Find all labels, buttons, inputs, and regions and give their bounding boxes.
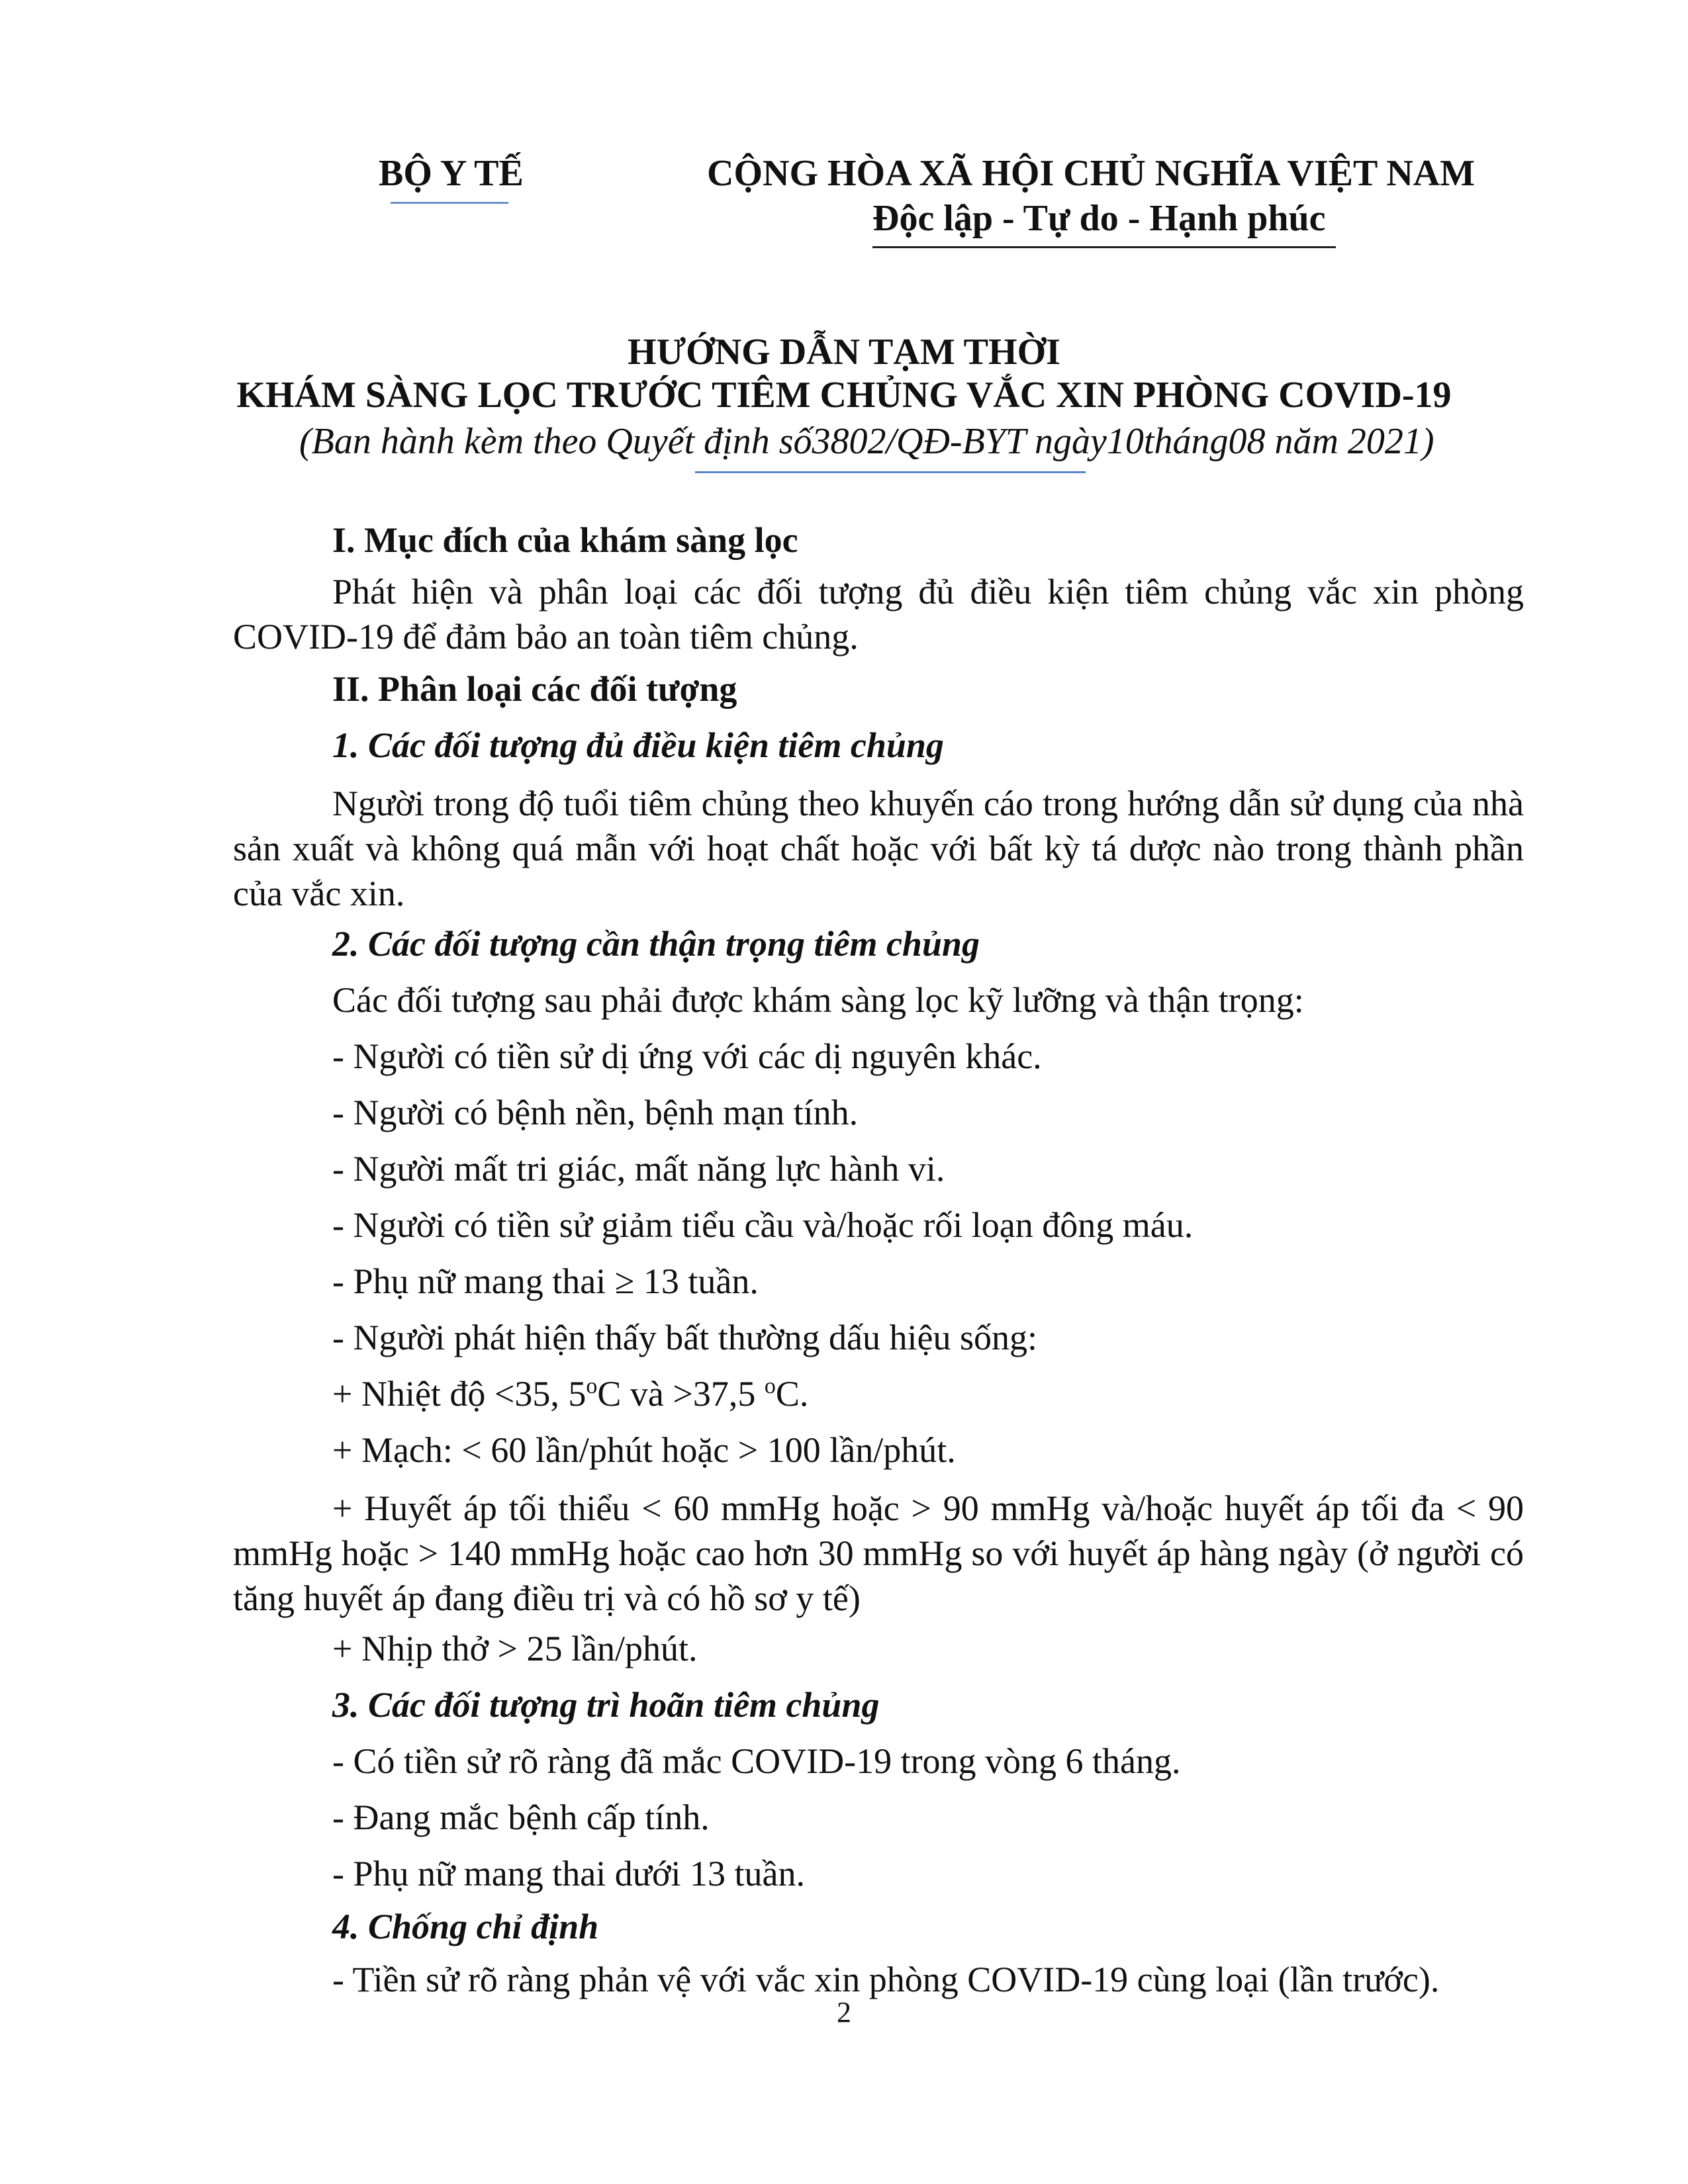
- list-item: - Người có tiền sử dị ứng với các dị nguyên khác.: [332, 1036, 1042, 1076]
- list-item: - Phụ nữ mang thai ≥ 13 tuần.: [332, 1261, 759, 1301]
- list-item: - Người có tiền sử giảm tiểu cầu và/hoặc rối loạn đông máu.: [332, 1205, 1194, 1245]
- pulse-criterion: + Mạch: < 60 lần/phút hoặc > 100 lần/phút.: [332, 1430, 956, 1470]
- list-item: - Đang mắc bệnh cấp tính.: [332, 1797, 710, 1837]
- subsection-2-heading: 2. Các đối tượng cần thận trọng tiêm chủng: [332, 924, 980, 964]
- temperature-text-end: C.: [775, 1374, 809, 1414]
- subsection-1-paragraph: Người trong độ tuổi tiêm chủng theo khuyến cáo trong hướng dẫn sử dụng của nhà sản xuất và không quá mẫn với hoạt chất hoặc với bất kỳ tá dược nào trong thành phần của vắc xin.: [233, 784, 1524, 913]
- motto-underline: [872, 246, 1336, 248]
- section-2-heading: II. Phân loại các đối tượng: [332, 669, 737, 709]
- list-item: - Người mất tri giác, mất năng lực hành vi.: [332, 1149, 945, 1189]
- temperature-criterion: [332, 1373, 808, 1414]
- list-item: - Có tiền sử rõ ràng đã mắc COVID-19 trong vòng 6 tháng.: [332, 1741, 1181, 1781]
- country-name: CỘNG HÒA XÃ HỘI CHỦ NGHĨA VIỆT NAM: [707, 153, 1476, 194]
- blood-pressure-criterion: + Huyết áp tối thiểu < 60 mmHg hoặc > 90 mmHg và/hoặc huyết áp tối đa < 90 mmHg hoặc > 140 mmHg hoặc cao hơn 30 mmHg so với huyết áp hàng ngày (ở người có tăng huyết áp đang điều trị và có hồ sơ y tế): [233, 1488, 1524, 1618]
- section-1-heading: I. Mục đích của khám sàng lọc: [332, 520, 798, 560]
- document-subtitle: KHÁM SÀNG LỌC TRƯỚC TIÊM CHỦNG VẮC XIN PHÒNG COVID-19: [236, 375, 1452, 416]
- section-1-paragraph: Phát hiện và phân loại các đối tượng đủ điều kiện tiêm chủng vắc xin phòng COVID-19 để đảm bảo an toàn tiêm chủng.: [233, 572, 1524, 657]
- decree-reference: (Ban hành kèm theo Quyết định số3802/QĐ-BYT ngày10tháng08 năm 2021): [299, 421, 1434, 462]
- subsection-2-intro: Các đối tượng sau phải được khám sàng lọc kỹ lưỡng và thận trọng:: [332, 980, 1304, 1020]
- subsection-3-heading: 3. Các đối tượng trì hoãn tiêm chủng: [332, 1685, 880, 1725]
- degree-symbol: o: [586, 1374, 598, 1398]
- page-number: 2: [837, 1996, 851, 2028]
- degree-symbol: o: [764, 1374, 776, 1398]
- ministry-name: BỘ Y TẾ: [379, 153, 524, 194]
- subsection-4-heading: 4. Chống chỉ định: [332, 1907, 599, 1946]
- national-motto: Độc lập - Tự do - Hạnh phúc: [872, 198, 1326, 239]
- list-item: - Người có bệnh nền, bệnh mạn tính.: [332, 1093, 859, 1132]
- subsection-1-heading: 1. Các đối tượng đủ điều kiện tiêm chủng: [332, 725, 944, 765]
- breathing-criterion: + Nhịp thở > 25 lần/phút.: [332, 1629, 698, 1668]
- list-item: - Người phát hiện thấy bất thường dấu hiệu sống:: [332, 1318, 1037, 1357]
- list-item: - Phụ nữ mang thai dưới 13 tuần.: [332, 1854, 806, 1893]
- temperature-text-start: + Nhiệt độ <35, 5: [332, 1374, 586, 1414]
- decree-underline: [695, 471, 1086, 473]
- document-title: HƯỚNG DẪN TẠM THỜI: [628, 332, 1060, 373]
- temperature-text-mid: C và >37,5: [597, 1374, 765, 1414]
- list-item: - Tiền sử rõ ràng phản vệ với vắc xin phòng COVID-19 cùng loại (lần trước).: [332, 1960, 1440, 1999]
- ministry-underline: [391, 202, 508, 204]
